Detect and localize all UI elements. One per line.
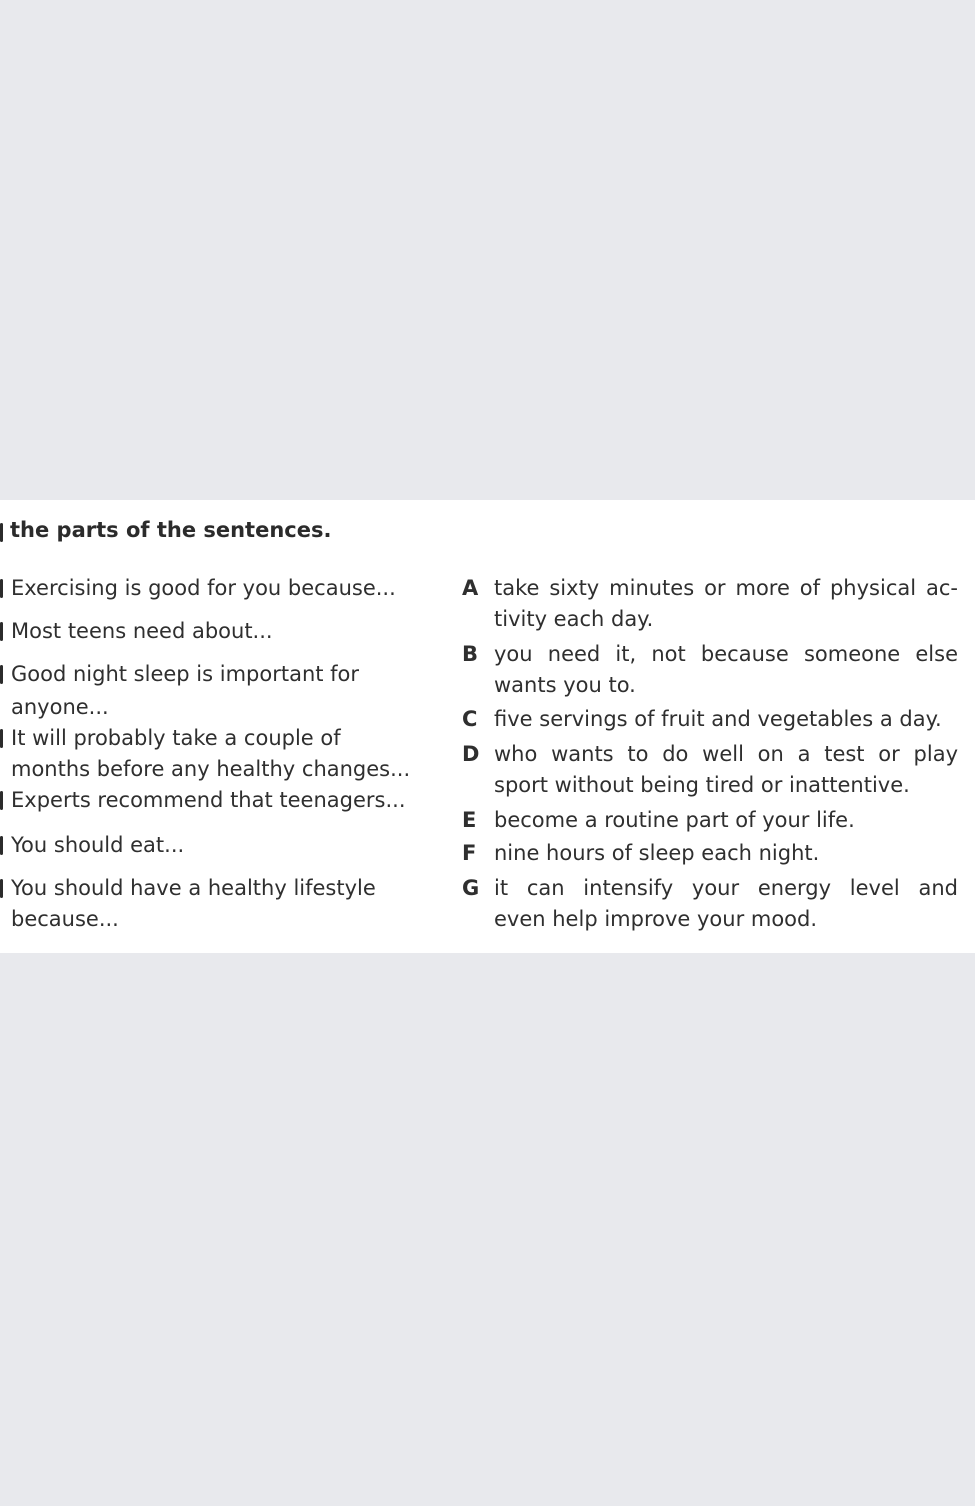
item-number-mark: [0, 622, 3, 641]
option-line: tivity each day.: [494, 607, 654, 631]
sentence-end-e: [462, 805, 958, 836]
sentence-end-c: [462, 704, 958, 735]
heading-cut-mark: [0, 523, 3, 542]
option-line: it can intensify your energy level and: [494, 876, 958, 900]
sentence-start-4: [11, 723, 441, 785]
sentence-start-line: months before any healthy changes...: [11, 757, 411, 781]
sentence-start-line: It will probably take a couple of: [11, 726, 341, 750]
sentence-start-line: You should eat...: [11, 833, 185, 857]
option-letter: F: [462, 841, 477, 865]
sentence-start-6: [11, 830, 441, 861]
sentence-end-b: [462, 639, 958, 701]
sentence-end-f: [462, 838, 958, 869]
option-text: [494, 573, 958, 635]
sentence-start-line: Experts recommend that teenagers...: [11, 788, 406, 812]
option-text: [494, 704, 958, 735]
sentence-start-1: [11, 573, 441, 604]
sentence-start-line: because...: [11, 907, 119, 931]
sentence-end-d: [462, 739, 958, 801]
item-number-mark: [0, 729, 3, 748]
option-text: [494, 639, 958, 701]
item-number-mark: [0, 665, 3, 684]
option-letter: G: [462, 876, 480, 900]
sentence-end-a: [462, 573, 958, 635]
item-number-mark: [0, 579, 3, 598]
sentence-start-line: Good night sleep is important for: [11, 662, 360, 686]
option-text: [494, 838, 958, 869]
option-letter: E: [462, 808, 477, 832]
option-line: sport without being tired or inattentive.: [494, 773, 910, 797]
sentence-start-line: anyone...: [11, 695, 109, 719]
exercise-heading: the parts of the sentences.: [10, 518, 332, 542]
sentence-start-5: [11, 785, 441, 816]
sentence-start-line: You should have a healthy lifestyle: [11, 876, 376, 900]
option-line: become a routine part of your life.: [494, 808, 855, 832]
option-line: wants you to.: [494, 673, 636, 697]
item-number-mark: [0, 791, 3, 810]
sentence-start-line: Most teens need about...: [11, 619, 273, 643]
option-letter: B: [462, 642, 479, 666]
sentence-start-line: Exercising is good for you because...: [11, 576, 396, 600]
option-line: who wants to do well on a test or play: [494, 742, 958, 766]
option-text: [494, 805, 958, 836]
option-text: [494, 873, 958, 935]
option-line: five servings of fruit and vegetables a day.: [494, 707, 942, 731]
option-line: take sixty minutes or more of physical ac-: [494, 576, 958, 600]
sentence-start-2: [11, 616, 441, 647]
option-letter: C: [462, 707, 478, 731]
option-letter: D: [462, 742, 480, 766]
option-letter: A: [462, 576, 479, 600]
item-number-mark: [0, 879, 3, 898]
sentence-start-3: [11, 659, 441, 723]
option-text: [494, 739, 958, 801]
sentence-start-7: [11, 873, 441, 935]
option-line: nine hours of sleep each night.: [494, 841, 820, 865]
option-line: even help improve your mood.: [494, 907, 818, 931]
option-line: you need it, not because someone else: [494, 642, 958, 666]
sentence-end-g: [462, 873, 958, 935]
item-number-mark: [0, 836, 3, 855]
